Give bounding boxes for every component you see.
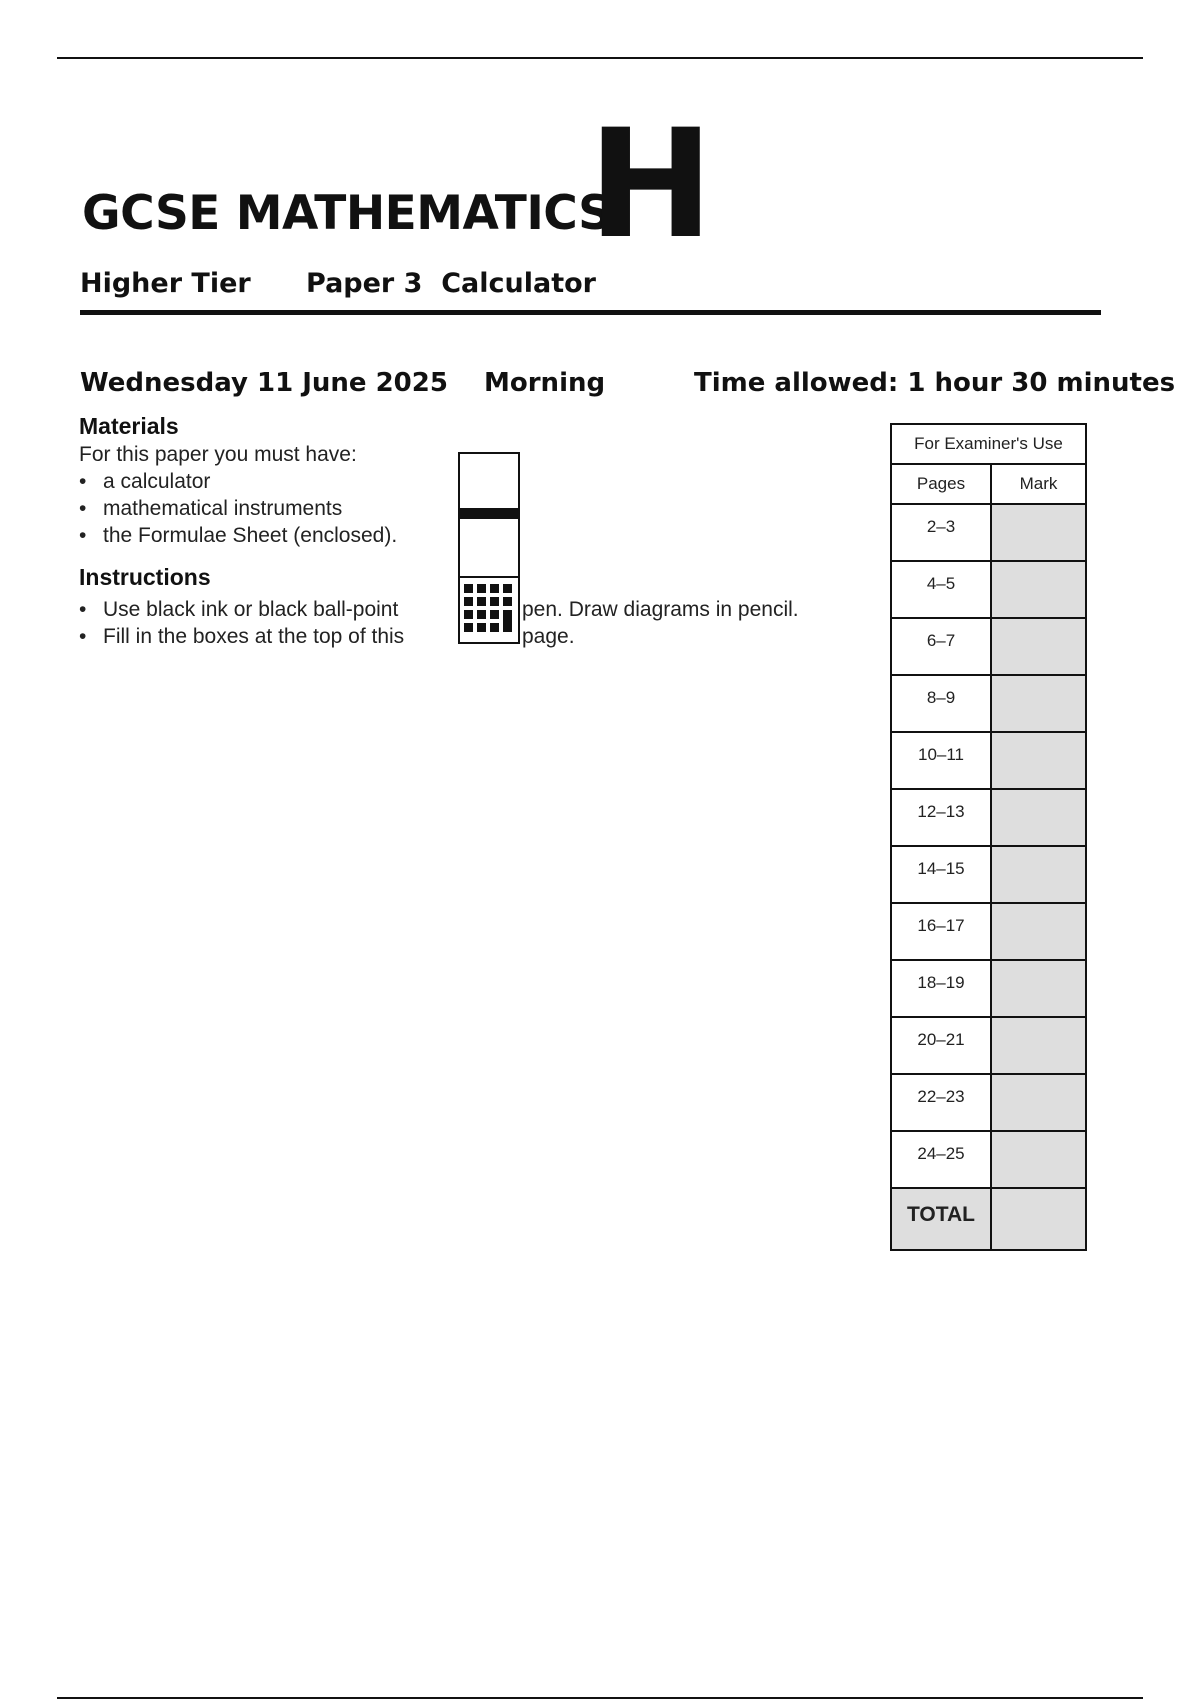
total-label: TOTAL xyxy=(891,1188,991,1250)
bullet: • xyxy=(79,497,87,520)
mark-cell[interactable] xyxy=(991,1074,1086,1131)
top-rule xyxy=(57,57,1143,59)
instructions-heading: Instructions xyxy=(79,564,211,590)
table-row xyxy=(891,903,1086,960)
pages-cell: 24–25 xyxy=(891,1131,991,1188)
mark-cell[interactable] xyxy=(991,789,1086,846)
examiner-use-table xyxy=(890,423,1087,1251)
mark-cell[interactable] xyxy=(991,504,1086,561)
tier-letter: H xyxy=(588,98,714,272)
pages-cell: 8–9 xyxy=(891,675,991,732)
bullet: • xyxy=(79,470,87,493)
list-item: • a calculator xyxy=(79,470,211,493)
header-rule xyxy=(80,310,1101,315)
list-item: • Use black ink or black ball-point xyxy=(79,598,399,621)
calculator-divider xyxy=(460,576,518,578)
mark-cell[interactable] xyxy=(991,1131,1086,1188)
materials-intro: For this paper you must have: xyxy=(79,443,357,466)
mark-cell[interactable] xyxy=(991,1017,1086,1074)
table-row xyxy=(891,1074,1086,1131)
mark-column-header: Mark xyxy=(991,464,1086,504)
subject-title: GCSE MATHEMATICS xyxy=(82,186,612,241)
calculator-keypad xyxy=(464,584,518,640)
bullet: • xyxy=(79,524,87,547)
pages-cell: 2–3 xyxy=(891,504,991,561)
instructions-list xyxy=(79,596,404,650)
exam-date: Wednesday 11 June 2025 xyxy=(80,368,448,398)
time-allowed: Time allowed: 1 hour 30 minutes xyxy=(694,368,1176,398)
table-row xyxy=(891,789,1086,846)
calculator-icon xyxy=(458,452,520,644)
instruction-continuation-2: page. xyxy=(522,625,575,648)
bottom-rule xyxy=(57,1697,1143,1699)
table-row xyxy=(891,504,1086,561)
mark-cell[interactable] xyxy=(991,960,1086,1017)
tier-label: Higher Tier xyxy=(80,268,251,299)
pages-cell: 4–5 xyxy=(891,561,991,618)
total-mark-cell[interactable] xyxy=(991,1188,1086,1250)
materials-heading: Materials xyxy=(79,413,179,439)
table-row xyxy=(891,1017,1086,1074)
bullet: • xyxy=(79,625,87,648)
mark-cell[interactable] xyxy=(991,675,1086,732)
total-row xyxy=(891,1188,1086,1250)
mark-cell[interactable] xyxy=(991,903,1086,960)
pages-cell: 6–7 xyxy=(891,618,991,675)
examiner-table-title: For Examiner's Use xyxy=(891,424,1086,464)
table-row xyxy=(891,732,1086,789)
instruction-continuation-1: pen. Draw diagrams in pencil. xyxy=(522,598,799,621)
pages-cell: 10–11 xyxy=(891,732,991,789)
table-row xyxy=(891,960,1086,1017)
materials-list xyxy=(79,468,397,549)
bullet: • xyxy=(79,598,87,621)
pages-cell: 12–13 xyxy=(891,789,991,846)
list-item: • the Formulae Sheet (enclosed). xyxy=(79,524,398,547)
pages-cell: 14–15 xyxy=(891,846,991,903)
mark-cell[interactable] xyxy=(991,618,1086,675)
paper-label: Paper 3 Calculator xyxy=(306,268,596,299)
pages-cell: 18–19 xyxy=(891,960,991,1017)
table-row xyxy=(891,675,1086,732)
table-row xyxy=(891,561,1086,618)
table-row xyxy=(891,1131,1086,1188)
mark-cell[interactable] xyxy=(991,732,1086,789)
table-row xyxy=(891,618,1086,675)
pages-column-header: Pages xyxy=(891,464,991,504)
table-row xyxy=(891,846,1086,903)
calculator-display-bar xyxy=(460,508,518,519)
mark-cell[interactable] xyxy=(991,561,1086,618)
pages-cell: 22–23 xyxy=(891,1074,991,1131)
exam-session: Morning xyxy=(484,368,606,398)
mark-cell[interactable] xyxy=(991,846,1086,903)
pages-cell: 16–17 xyxy=(891,903,991,960)
list-item: • mathematical instruments xyxy=(79,497,343,520)
list-item: • Fill in the boxes at the top of this xyxy=(79,625,405,648)
pages-cell: 20–21 xyxy=(891,1017,991,1074)
